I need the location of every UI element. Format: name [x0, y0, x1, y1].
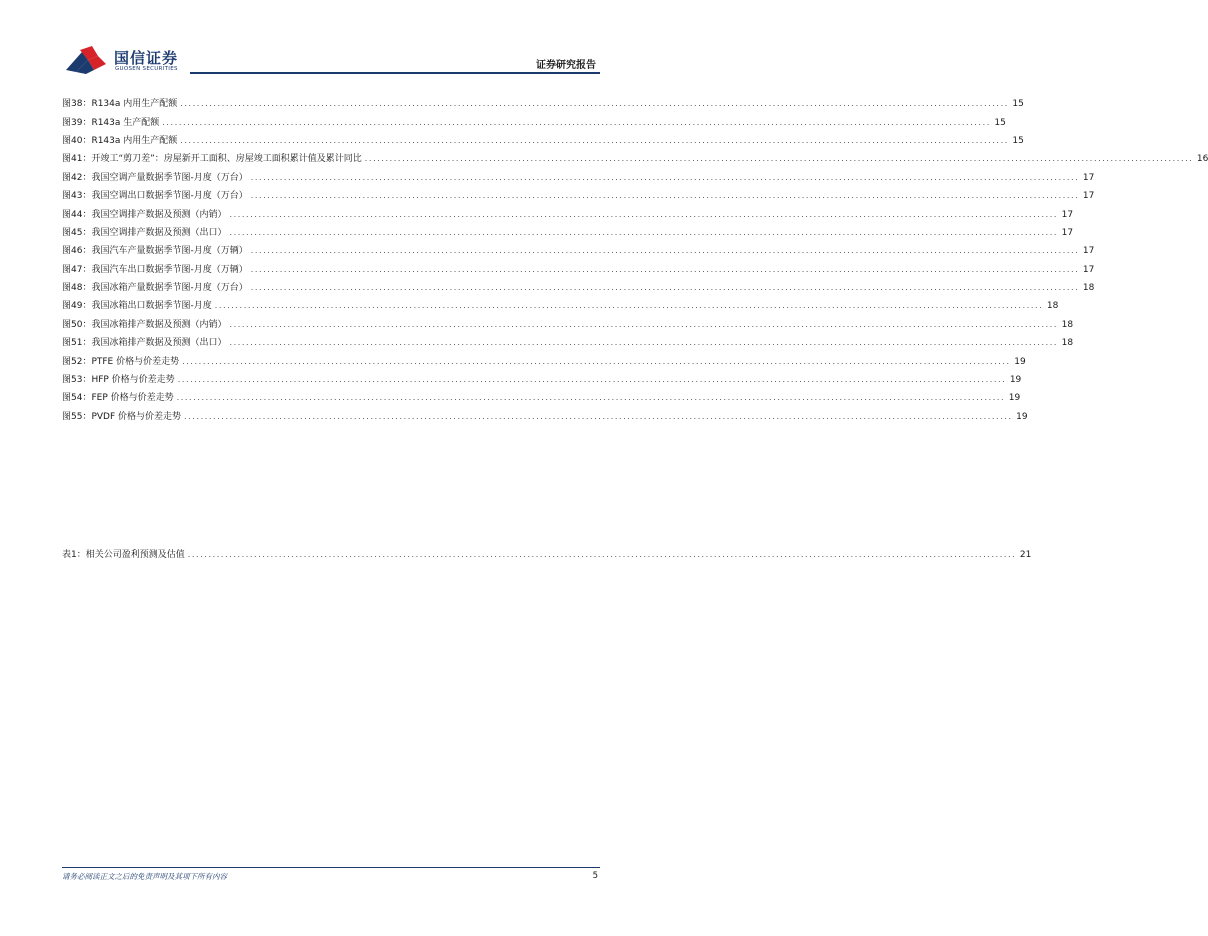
- entry-page: 18: [1082, 283, 1095, 294]
- entry-label: 图50：: [62, 319, 92, 330]
- entry-label: 图39：: [62, 117, 92, 128]
- entry-title: 我国空调产量数据季节图-月度（万台）: [91, 172, 248, 183]
- header-divider: [190, 72, 600, 74]
- entry-page: 19: [1008, 393, 1021, 404]
- entry-page: 17: [1082, 191, 1095, 202]
- entry-label: 图38：: [62, 99, 92, 110]
- toc-figure-entry[interactable]: [62, 297, 1059, 315]
- brand-name-en: GUOSEN SECURITIES: [115, 66, 178, 72]
- leader-dots: ........................................................................................................................................................................................................: [229, 209, 1059, 219]
- toc-figure-entry[interactable]: [62, 113, 1006, 131]
- footer-disclaimer: 请务必阅读正文之后的免责声明及其项下所有内容: [62, 872, 227, 881]
- toc-figure-entry[interactable]: [62, 261, 1095, 279]
- entry-label: 图44：: [62, 209, 92, 220]
- leader-dots: ........................................................................................................................................................................................................: [162, 117, 991, 127]
- entry-page: 17: [1082, 246, 1095, 257]
- toc-figure-entry[interactable]: [62, 408, 1028, 426]
- toc-figure-entry[interactable]: [62, 352, 1026, 370]
- leader-dots: ........................................................................................................................................................................................................: [180, 99, 1009, 109]
- entry-label: 图48：: [62, 283, 92, 294]
- entry-title: 我国冰箱产量数据季节图-月度（万台）: [91, 283, 248, 294]
- leader-dots: ........................................................................................................................................................................................................: [187, 550, 1017, 560]
- leader-dots: ........................................................................................................................................................................................................: [229, 227, 1059, 237]
- entry-label: 图51：: [62, 338, 92, 349]
- toc-figure-entry[interactable]: [62, 224, 1074, 242]
- entry-title: 相关公司盈利预测及估值: [85, 550, 185, 561]
- entry-title: PVDF 价格与价差走势: [91, 411, 182, 422]
- entry-title: HFP 价格与价差走势: [91, 375, 175, 386]
- page-number: 5: [592, 871, 598, 881]
- entry-label: 图43：: [62, 191, 92, 202]
- entry-label: 图49：: [62, 301, 92, 312]
- toc-figure-entry[interactable]: [62, 316, 1074, 334]
- leader-dots: ........................................................................................................................................................................................................: [214, 301, 1044, 311]
- entry-title: R134a 内用生产配额: [91, 99, 178, 110]
- leader-dots: ........................................................................................................................................................................................................: [182, 356, 1011, 366]
- toc-figure-entry[interactable]: [62, 132, 1024, 150]
- entry-title: PTFE 价格与价差走势: [91, 356, 180, 367]
- toc-figure-entry[interactable]: [62, 334, 1074, 352]
- toc-figure-entry[interactable]: [62, 371, 1022, 389]
- entry-page: 17: [1061, 227, 1074, 238]
- entry-page: 21: [1019, 550, 1032, 561]
- entry-title: R143a 生产配额: [91, 117, 160, 128]
- report-type: 证券研究报告: [536, 60, 596, 71]
- toc-figure-entry[interactable]: [62, 389, 1021, 407]
- toc-figure-entry[interactable]: [62, 205, 1074, 223]
- entry-title: 我国冰箱排产数据及预测（出口）: [91, 338, 227, 349]
- leader-dots: ........................................................................................................................................................................................................: [184, 411, 1013, 421]
- entry-page: 15: [1012, 99, 1024, 110]
- leader-dots: ........................................................................................................................................................................................................: [250, 264, 1080, 274]
- entry-title: 我国汽车出口数据季节图-月度（万辆）: [91, 264, 248, 275]
- leader-dots: ........................................................................................................................................................................................................: [250, 191, 1080, 201]
- leader-dots: ........................................................................................................................................................................................................: [364, 154, 1194, 164]
- entry-title: 我国冰箱出口数据季节图-月度: [91, 301, 212, 312]
- entry-page: 18: [1046, 301, 1059, 312]
- entry-label: 图46：: [62, 246, 92, 257]
- entry-page: 15: [994, 117, 1006, 128]
- entry-page: 16: [1196, 154, 1208, 165]
- toc-figure-entry[interactable]: [62, 95, 1024, 113]
- leader-dots: ........................................................................................................................................................................................................: [180, 135, 1009, 145]
- entry-title: 我国空调排产数据及预测（内销）: [91, 209, 227, 220]
- leader-dots: ........................................................................................................................................................................................................: [176, 393, 1006, 403]
- entry-title: 我国空调排产数据及预测（出口）: [91, 227, 227, 238]
- entry-page: 19: [1009, 375, 1022, 386]
- entry-label: 图53：: [62, 375, 92, 386]
- entry-label: 图47：: [62, 264, 92, 275]
- entry-page: 18: [1061, 338, 1074, 349]
- entry-label: 图52：: [62, 356, 92, 367]
- toc-figure-entry[interactable]: [62, 150, 1208, 168]
- leader-dots: ........................................................................................................................................................................................................: [250, 172, 1080, 182]
- footer-divider: [62, 867, 600, 868]
- toc-figure-entry[interactable]: [62, 169, 1095, 187]
- entry-label: 图45：: [62, 227, 92, 238]
- entry-title: 我国冰箱排产数据及预测（内销）: [91, 319, 227, 330]
- entry-label: 图42：: [62, 172, 92, 183]
- entry-page: 18: [1061, 319, 1074, 330]
- toc-figure-entry[interactable]: [62, 279, 1095, 297]
- entry-label: 图55：: [62, 411, 92, 422]
- leader-dots: ........................................................................................................................................................................................................: [250, 246, 1080, 256]
- figure-list: [62, 95, 1208, 426]
- entry-page: 17: [1082, 172, 1095, 183]
- entry-title: FEP 价格与价差走势: [91, 393, 174, 404]
- entry-label: 表1：: [62, 550, 86, 561]
- entry-label: 图40：: [62, 135, 92, 146]
- entry-title: 开竣工“剪刀差”：房屋新开工面积、房屋竣工面积累计值及累计同比: [91, 154, 362, 165]
- entry-label: 图41：: [62, 154, 92, 165]
- toc-table-entry[interactable]: [62, 546, 1032, 564]
- entry-page: 19: [1016, 411, 1028, 422]
- entry-title: 我国汽车产量数据季节图-月度（万辆）: [91, 246, 248, 257]
- entry-page: 19: [1014, 356, 1026, 367]
- entry-title: R143a 内用生产配额: [91, 135, 178, 146]
- entry-title: 我国空调出口数据季节图-月度（万台）: [91, 191, 248, 202]
- entry-page: 15: [1012, 135, 1024, 146]
- toc-figure-entry[interactable]: [62, 242, 1095, 260]
- leader-dots: ........................................................................................................................................................................................................: [177, 375, 1007, 385]
- leader-dots: ........................................................................................................................................................................................................: [229, 338, 1059, 348]
- entry-label: 图54：: [62, 393, 92, 404]
- leader-dots: ........................................................................................................................................................................................................: [229, 319, 1059, 329]
- table-list: [62, 546, 1032, 564]
- leader-dots: ........................................................................................................................................................................................................: [250, 283, 1080, 293]
- entry-page: 17: [1061, 209, 1074, 220]
- toc-figure-entry[interactable]: [62, 187, 1095, 205]
- brand-name-cn: 国信证券: [114, 49, 179, 67]
- guosen-logo-icon: [64, 44, 108, 76]
- entry-page: 17: [1082, 264, 1095, 275]
- page-header: [0, 0, 662, 80]
